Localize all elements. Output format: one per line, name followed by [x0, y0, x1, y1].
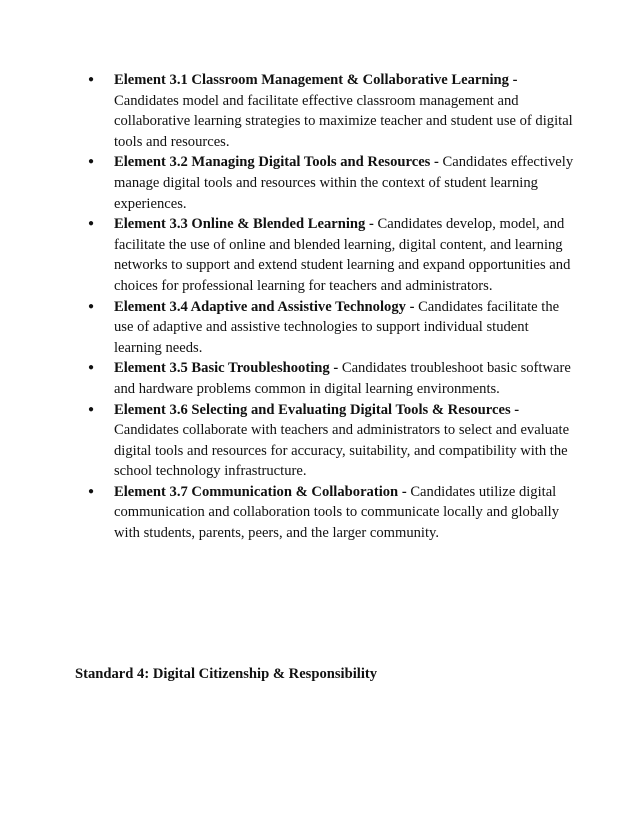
element-description: Candidates collaborate with teachers and administrators to select and evaluate digital tools and resources for accuracy, suitability, and compatibility with the school technology infrastructure.: [114, 422, 570, 480]
element-title: Element 3.3 Online & Blended Learning -: [114, 216, 378, 233]
bullet-icon: ●: [87, 300, 95, 312]
element-item-3-4: [84, 297, 574, 359]
element-title: Element 3.2 Managing Digital Tools and Resources -: [114, 154, 443, 171]
element-description: Candidates troubleshoot basic software and hardware problems common in digital learning environments.: [114, 360, 571, 397]
element-description: Candidates model and facilitate effective classroom management and collaborative learning strategies to maximize teacher and student use of digital tools and resources.: [114, 92, 573, 150]
standard-heading: Standard 4: Digital Citizenship & Responsibility: [75, 666, 378, 682]
element-title: Element 3.6 Selecting and Evaluating Digital Tools & Resources -: [114, 401, 520, 418]
element-title: Element 3.7 Communication & Collaboration -: [114, 483, 411, 500]
element-item-3-1: [84, 70, 574, 152]
element-title: Element 3.5 Basic Troubleshooting -: [114, 360, 342, 377]
bullet-icon: ●: [87, 362, 95, 374]
element-item-3-3: [84, 214, 574, 296]
element-title: Element 3.4 Adaptive and Assistive Technology -: [114, 298, 419, 315]
bullet-icon: ●: [87, 403, 95, 415]
element-description: Candidates facilitate the use of adaptive and assistive technologies to support individual student learning needs.: [114, 298, 560, 356]
bullet-icon: ●: [87, 218, 95, 230]
element-item-3-7: [84, 482, 574, 544]
element-description: Candidates utilize digital communication and collaboration tools to communicate locally and globally with students, parents, peers, and the larger community.: [114, 483, 559, 542]
element-title: Element 3.1 Classroom Management & Collaborative Learning -: [114, 72, 518, 88]
bullet-icon: ●: [87, 156, 95, 168]
bullet-icon: ●: [87, 485, 95, 497]
bullet-icon: ●: [87, 74, 95, 85]
element-description: Candidates develop, model, and facilitate the use of online and blended learning, digital content, and learning networks to support and extend student learning and expand opportunities and choices for professional learning for teachers and administrators.: [114, 216, 571, 294]
element-item-3-2: [84, 152, 574, 214]
element-item-3-5: [84, 358, 574, 399]
element-list: [84, 70, 574, 544]
element-description: Candidates effectively manage digital tools and resources within the context of student learning experiences.: [114, 154, 574, 212]
element-item-3-6: [84, 400, 574, 482]
